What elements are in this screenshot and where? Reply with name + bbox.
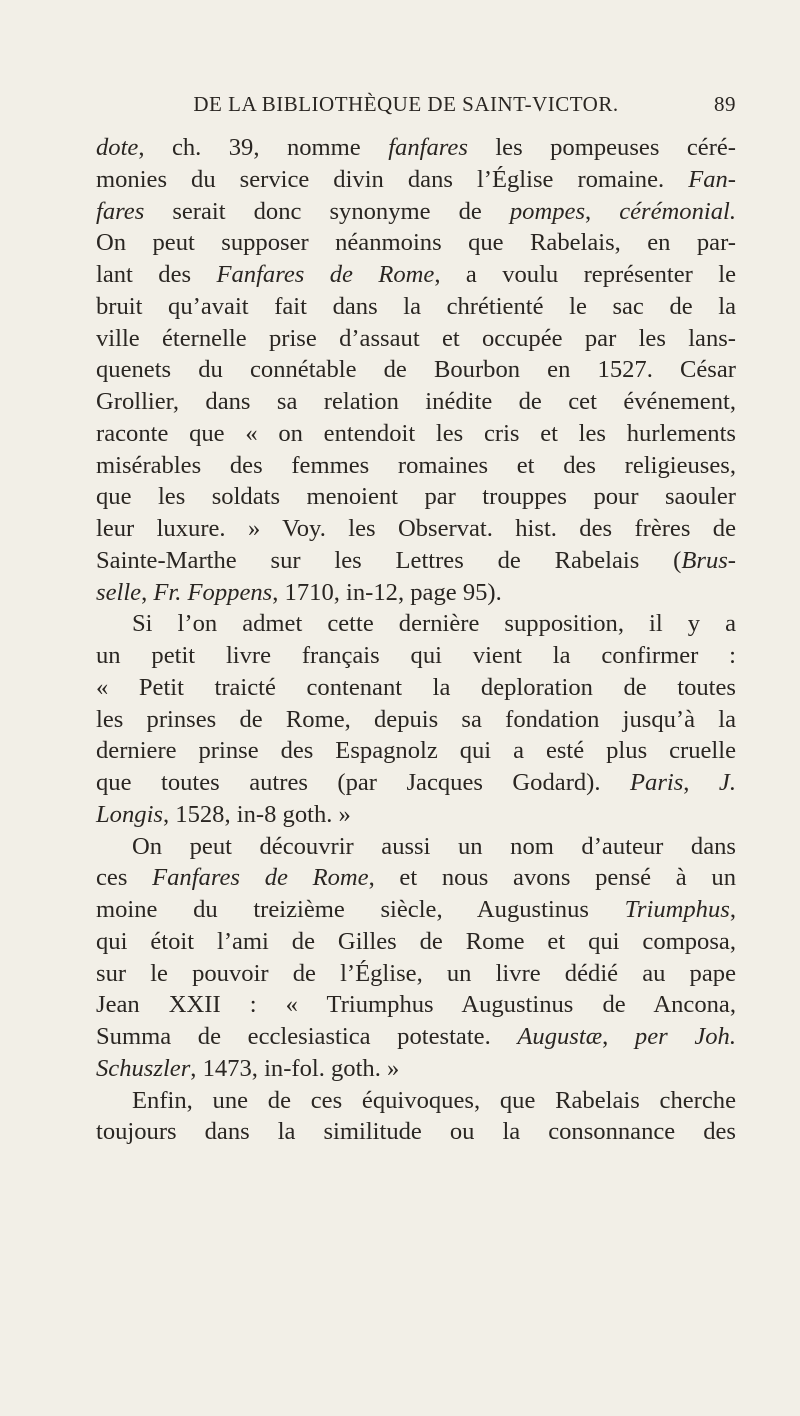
text-span: un petit livre français qui vient la confirmer : <box>96 642 736 669</box>
text-span: les pompeuses céré- <box>467 134 736 161</box>
italic-text: cérémonial. <box>619 197 737 225</box>
text-line <box>96 577 736 609</box>
italic-text: Paris <box>630 769 684 796</box>
italic-text: fares <box>96 197 145 225</box>
text-span: On peut découvrir aussi un nom d’auteur dans <box>132 832 736 860</box>
text-span: qui étoit l’ami de Gilles de Rome et qui composa, <box>96 927 736 955</box>
text-span: , ch. 39, nomme <box>138 134 389 161</box>
text-span: , <box>683 769 719 796</box>
text-span: « Petit traicté contenant la deploration de toutes <box>96 673 736 701</box>
text-span: derniere prinse des Espagnolz qui a esté plus cruelle <box>96 737 736 765</box>
text-span: que les soldats menoient par trouppes pour saouler <box>96 483 736 511</box>
text-line <box>96 799 736 831</box>
text-span: quenets du connétable de Bourbon en 1527. César <box>96 356 736 384</box>
text-line <box>96 450 736 482</box>
text-span: ces <box>96 864 153 892</box>
text-line <box>96 735 736 767</box>
text-span: Summa de ecclesiastica potestate. <box>96 1023 518 1050</box>
text-line <box>96 862 736 894</box>
text-line <box>96 291 736 323</box>
text-line <box>96 831 736 863</box>
italic-text: Brus- <box>681 546 736 574</box>
text-line <box>96 1053 736 1085</box>
text-line <box>96 704 736 736</box>
text-line <box>96 926 736 958</box>
body-text <box>96 132 736 1148</box>
text-line <box>96 767 736 799</box>
text-span: bruit qu’avait fait dans la chrétienté le sac de la <box>96 292 736 320</box>
text-span: Enfin, une de ces équivoques, que Rabelais cherche <box>132 1086 736 1114</box>
text-span: les prinses de Rome, depuis sa fondation jusqu’à la <box>96 705 736 733</box>
text-line <box>96 227 736 259</box>
text-span: , et nous avons pensé à un <box>368 864 736 892</box>
text-span: , <box>729 896 736 923</box>
text-span: , 1473, in-fol. goth. » <box>190 1054 400 1082</box>
text-span: Grollier, dans sa relation inédite de cet événement, <box>96 388 736 415</box>
text-span: sur le pouvoir de l’Église, un livre dédié au pape <box>96 959 736 987</box>
text-span: Si l’on admet cette dernière supposition, il y a <box>132 610 736 638</box>
text-span: , 1710, in-12, page 95). <box>272 578 502 606</box>
italic-text: selle <box>96 578 142 606</box>
text-span: raconte que « on entendoit les cris et les hurlements <box>96 419 736 447</box>
text-span: leur luxure. » Voy. les Observat. hist. des frères de <box>96 515 736 542</box>
text-line <box>96 481 736 513</box>
text-line <box>96 259 736 291</box>
text-span: monies du service divin dans l’Église romaine. <box>96 165 689 193</box>
text-span: , <box>585 197 620 225</box>
text-span: toujours dans la similitude ou la consonnance des <box>96 1118 736 1146</box>
italic-text: Fanfares de Rome <box>216 261 435 288</box>
text-span: que toutes autres (par Jacques Godard). <box>96 769 630 796</box>
text-line <box>96 323 736 355</box>
page-number: 89 <box>714 92 736 116</box>
italic-text: pompes <box>509 197 586 225</box>
text-span: , 1528, in-8 goth. » <box>162 800 351 828</box>
text-line <box>96 513 736 545</box>
italic-text: Longis <box>96 800 163 828</box>
text-line <box>96 418 736 450</box>
text-line <box>96 958 736 990</box>
text-span: , <box>141 578 154 606</box>
text-line <box>96 1021 736 1053</box>
running-title: DE LA BIBLIOTHÈQUE DE SAINT-VICTOR. <box>193 92 619 116</box>
italic-text: Augustæ <box>517 1023 603 1050</box>
text-span: moine du treizième siècle, Augustinus <box>96 896 625 923</box>
text-span: Sainte-Marthe sur les Lettres de Rabelais ( <box>96 546 682 574</box>
italic-text: Fan- <box>688 165 736 193</box>
text-line <box>96 672 736 704</box>
italic-text: Schuszler <box>96 1054 191 1082</box>
text-span: misérables des femmes romaines et des religieuses, <box>96 451 736 479</box>
book-page <box>96 92 736 1148</box>
text-line <box>96 132 736 164</box>
text-line <box>96 989 736 1021</box>
text-line <box>96 1116 736 1148</box>
text-line <box>96 354 736 386</box>
text-line <box>96 545 736 577</box>
italic-text: Triumphus <box>624 896 730 923</box>
text-line <box>96 164 736 196</box>
text-line <box>96 608 736 640</box>
text-line <box>96 386 736 418</box>
text-span: Jean XXII : « Triumphus Augustinus de Ancona, <box>96 991 736 1019</box>
italic-text: fanfares <box>388 134 468 161</box>
text-line <box>96 894 736 926</box>
text-span: lant des <box>96 261 217 288</box>
text-span: , <box>602 1023 635 1050</box>
italic-text: J. <box>718 769 736 796</box>
running-head <box>96 92 736 132</box>
italic-text: Fr. Foppens <box>153 578 273 606</box>
text-line <box>96 640 736 672</box>
text-span: On peut supposer néanmoins que Rabelais, en par- <box>96 229 736 257</box>
italic-text: Fanfares de Rome <box>152 864 369 892</box>
italic-text: dote <box>96 134 139 161</box>
italic-text: per Joh. <box>634 1023 737 1050</box>
text-span: , a voulu représenter le <box>434 261 736 288</box>
text-span: serait donc synonyme de <box>144 197 510 225</box>
text-span: ville éternelle prise d’assaut et occupée par les lans- <box>96 324 736 352</box>
text-line <box>96 196 736 228</box>
text-line <box>96 1085 736 1117</box>
